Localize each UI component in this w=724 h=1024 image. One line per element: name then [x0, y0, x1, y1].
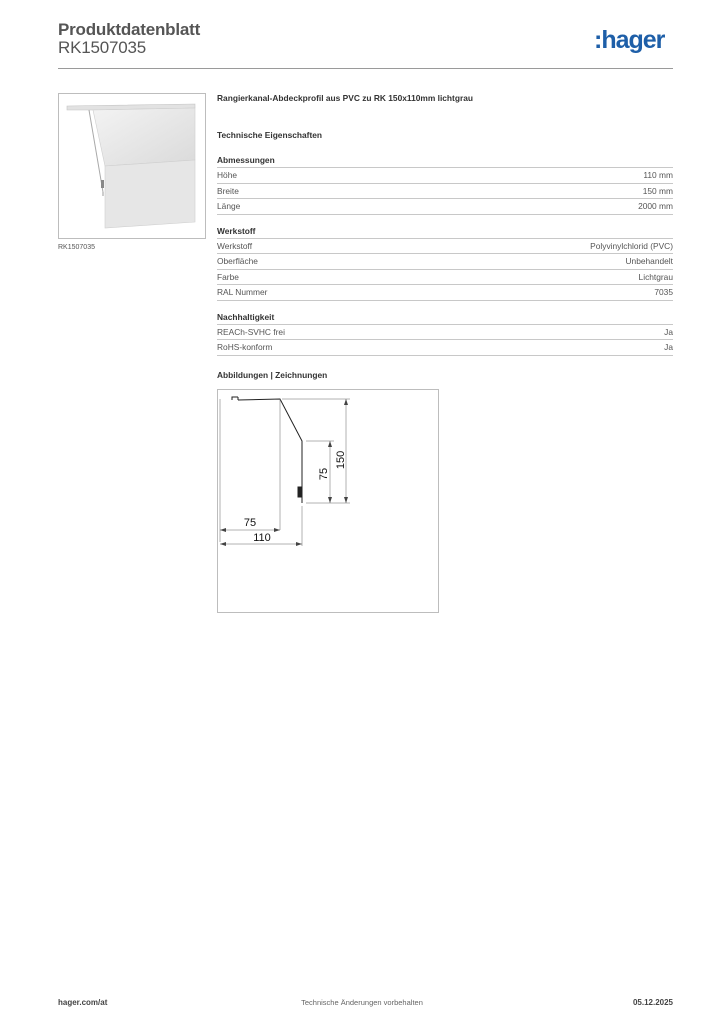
product-name: Rangierkanal-Abdeckprofil aus PVC zu RK 150x110mm lichtgrau	[217, 93, 473, 103]
table-row	[217, 184, 673, 200]
group-sustainability	[217, 312, 673, 356]
page-title: Produktdatenblatt	[58, 20, 201, 39]
row-value: Ja	[664, 342, 673, 352]
section-technical-properties: Technische Eigenschaften	[217, 130, 323, 140]
row-value: 7035	[654, 287, 673, 297]
table-row	[217, 340, 673, 356]
row-value: Lichtgrau	[638, 271, 673, 282]
footer-date: 05.12.2025	[632, 998, 673, 1007]
technical-drawing	[217, 389, 439, 613]
header-divider	[58, 68, 673, 69]
drawing-svg	[218, 390, 438, 612]
group-material	[217, 226, 673, 301]
row-value: Polyvinylchlorid (PVC)	[590, 240, 673, 251]
footer-website-link[interactable]: hager.com/at	[58, 998, 108, 1007]
table-row	[217, 199, 673, 215]
product-render	[59, 94, 205, 238]
table-row	[217, 285, 673, 301]
row-label: Höhe	[217, 170, 238, 180]
hager-logo	[594, 24, 674, 58]
table-row	[217, 254, 673, 270]
row-value: 2000 mm	[638, 201, 673, 211]
dim-label-height-total: 150	[335, 450, 347, 470]
row-label: Werkstoff	[217, 240, 253, 251]
row-label: Länge	[217, 201, 241, 211]
row-value: 150 mm	[642, 185, 673, 196]
table-row	[217, 239, 673, 255]
dim-label-width-inner: 75	[243, 517, 257, 529]
logo-text: :hager	[594, 26, 665, 54]
group-title-sustainability: Nachhaltigkeit	[217, 312, 673, 325]
section-figures-drawings: Abbildungen | Zeichnungen	[217, 369, 328, 380]
group-dimensions	[217, 155, 673, 215]
row-label: Farbe	[217, 271, 239, 282]
row-value: Unbehandelt	[625, 256, 673, 266]
spec-content	[217, 93, 673, 386]
row-label: Breite	[217, 185, 239, 196]
dim-label-height-inner: 75	[318, 467, 330, 481]
row-label: RAL Nummer	[217, 287, 268, 297]
row-value: Ja	[664, 326, 673, 337]
profile-outline	[238, 399, 302, 503]
article-number: RK1507035	[58, 38, 146, 57]
photo-caption: RK1507035	[58, 244, 95, 251]
footer-notice: Technische Änderungen vorbehalten	[301, 998, 423, 1007]
table-row	[217, 270, 673, 286]
row-value: 110 mm	[643, 170, 673, 180]
group-title-dimensions: Abmessungen	[217, 155, 673, 168]
table-row	[217, 168, 673, 184]
row-label: Oberfläche	[217, 256, 258, 266]
table-row	[217, 325, 673, 341]
group-title-material: Werkstoff	[217, 226, 673, 239]
dim-label-width-total: 110	[253, 532, 271, 544]
row-label: RoHS-konform	[217, 342, 273, 352]
profile-clip	[298, 487, 301, 497]
row-label: REACh-SVHC frei	[217, 326, 285, 337]
product-image	[58, 93, 206, 239]
